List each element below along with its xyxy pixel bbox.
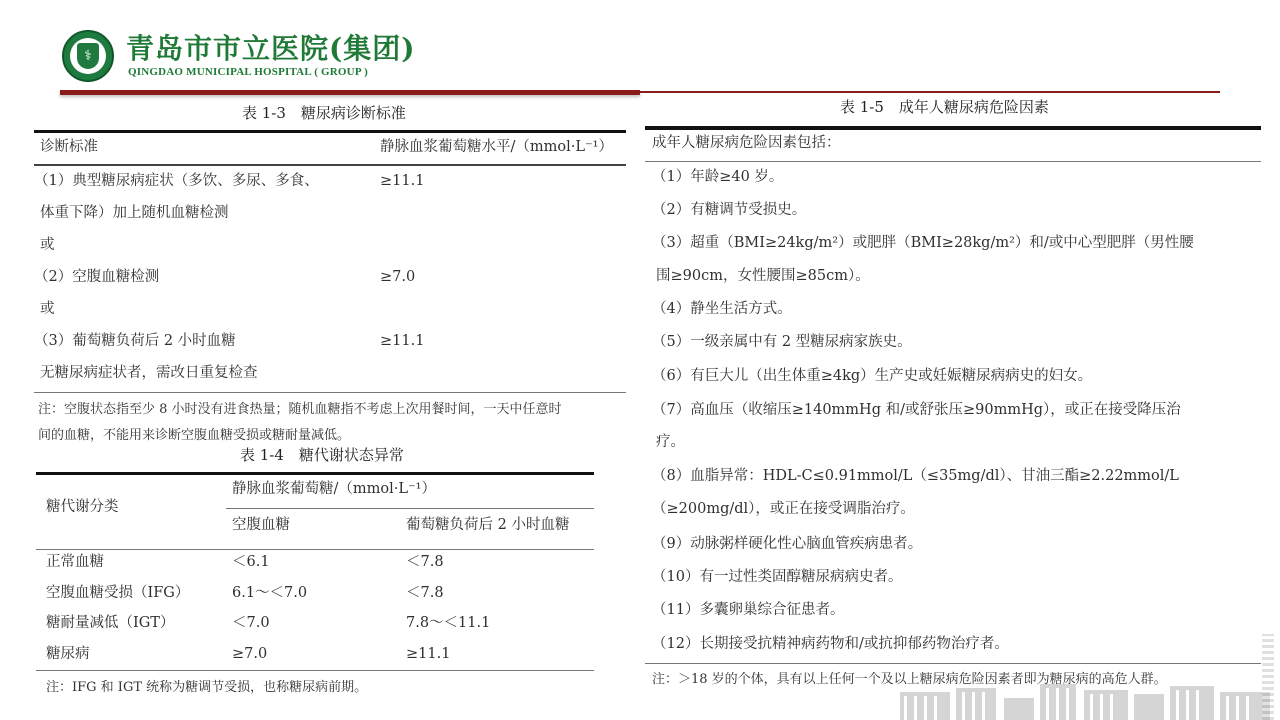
table14-row-fasting: ≥7.0 (232, 646, 268, 662)
table14-row-ogtt: ＜7.8 (406, 554, 444, 570)
risk-factor-line: （7）高血压（收缩压≥140mmHg 和/或舒张压≥90mmHg），或正在接受降压治 (652, 402, 1181, 418)
risk-factor-line: （10）有一过性类固醇糖尿病病史者。 (652, 569, 903, 585)
skyline-decoration-icon (900, 684, 1270, 720)
table15-bottom-rule (645, 663, 1261, 664)
header-divider (60, 90, 640, 95)
table14-bottom-rule (36, 670, 594, 671)
risk-factor-line: （8）血脂异常：HDL-C≤0.91mmol/L（≤35mg/dl）、甘油三酯≥2.22mmol/L (652, 468, 1179, 484)
brand-name-cn: 青岛市市立医院(集团) (126, 32, 416, 65)
table14-row-ogtt: ≥11.1 (406, 646, 451, 662)
table14-caption: 表 1-4 糖代谢状态异常 (240, 446, 404, 464)
table14-group-rule (226, 508, 594, 509)
risk-factor-line: （1）年龄≥40 岁。 (652, 169, 784, 185)
risk-factor-line: （9）动脉粥样硬化性心脑血管疾病患者。 (652, 536, 923, 552)
risk-factor-line: （4）静坐生活方式。 (652, 301, 792, 317)
table13-row-label: 或 (40, 237, 55, 253)
table13-row-value: ≥7.0 (380, 269, 416, 285)
table14-header-group: 静脉血浆葡萄糖/（mmol·L⁻¹） (232, 481, 436, 497)
table13-note: 间的血糖，不能用来诊断空腹血糖受损或糖耐量减低。 (38, 428, 351, 443)
risk-factor-line: （3）超重（BMI≥24kg/m²）或肥胖（BMI≥28kg/m²）和/或中心型肥胖（男性腰 (652, 235, 1194, 251)
table13-row-label: 无糖尿病症状者，需改日重复检查 (40, 365, 258, 381)
risk-factor-line: （≥200mg/dl），或正在接受调脂治疗。 (652, 501, 915, 517)
building-decoration-icon (1262, 634, 1274, 720)
table13-row-value: ≥11.1 (380, 173, 425, 189)
table14-top-rule (36, 472, 594, 475)
risk-factor-line: 围≥90cm，女性腰围≥85cm）。 (656, 268, 870, 284)
hospital-emblem-icon (62, 30, 114, 82)
table15-header-rule (645, 161, 1261, 162)
table13-bottom-rule (34, 392, 626, 393)
table13-row-label: 体重下降）加上随机血糖检测 (40, 205, 229, 221)
table14-subheader-ogtt: 葡萄糖负荷后 2 小时血糖 (406, 517, 570, 533)
emblem-inner (70, 38, 106, 74)
table14-row-fasting: 6.1～＜7.0 (232, 585, 308, 601)
table14-subheader-fasting: 空腹血糖 (232, 517, 290, 533)
risk-factor-line: 疗。 (656, 434, 685, 450)
table13-header-rule (34, 164, 626, 166)
table13-header-criteria: 诊断标准 (40, 139, 98, 155)
shield-icon: ⚕ (77, 43, 99, 69)
table13-row-label: 或 (40, 301, 55, 317)
table14-row-category: 糖尿病 (46, 646, 90, 662)
table13-row-label: （1）典型糖尿病症状（多饮、多尿、多食、 (34, 173, 319, 189)
table14-note: 注：IFG 和 IGT 统称为糖调节受损，也称糖尿病前期。 (46, 680, 368, 695)
risk-factor-line: （5）一级亲属中有 2 型糖尿病家族史。 (652, 334, 912, 350)
table14-row-ogtt: ＜7.8 (406, 585, 444, 601)
table14-row-ogtt: 7.8～＜11.1 (406, 615, 491, 631)
table14-row-fasting: ＜6.1 (232, 554, 270, 570)
table14-row-category: 空腹血糖受损（IFG） (46, 585, 190, 601)
table14-row-fasting: ＜7.0 (232, 615, 270, 631)
table15-header: 成年人糖尿病危险因素包括： (652, 135, 841, 151)
risk-factor-line: （11）多囊卵巢综合征患者。 (652, 602, 845, 618)
table13-caption: 表 1-3 糖尿病诊断标准 (242, 104, 406, 122)
table13-note: 注：空腹状态指至少 8 小时没有进食热量；随机血糖指不考虑上次用餐时间，一天中任意时 (38, 402, 562, 417)
table13-top-rule (34, 130, 626, 133)
table14-header-rule (36, 549, 594, 550)
table14-row-category: 糖耐量减低（IGT） (46, 615, 175, 631)
header-divider-thin (640, 91, 1220, 93)
table13-row-label: （3）葡萄糖负荷后 2 小时血糖 (34, 333, 236, 349)
table14-row-category: 正常血糖 (46, 554, 104, 570)
risk-factor-line: （12）长期接受抗精神病药物和/或抗抑郁药物治疗者。 (652, 636, 1009, 652)
brand-name-en: QINGDAO MUNICIPAL HOSPITAL ( GROUP ) (128, 66, 368, 78)
table13-header-level: 静脉血浆葡萄糖水平/（mmol·L⁻¹） (380, 139, 613, 155)
table14-header-category: 糖代谢分类 (46, 499, 119, 515)
table15-note: 注：＞18 岁的个体，具有以上任何一个及以上糖尿病危险因素者即为糖尿病的高危人群。 (652, 672, 1167, 687)
table13-row-label: （2）空腹血糖检测 (34, 269, 160, 285)
risk-factor-line: （6）有巨大儿（出生体重≥4kg）生产史或妊娠糖尿病病史的妇女。 (652, 368, 1093, 384)
table15-top-rule (645, 126, 1261, 130)
risk-factor-line: （2）有糖调节受损史。 (652, 202, 807, 218)
table15-caption: 表 1-5 成年人糖尿病危险因素 (840, 98, 1049, 116)
table13-row-value: ≥11.1 (380, 333, 425, 349)
